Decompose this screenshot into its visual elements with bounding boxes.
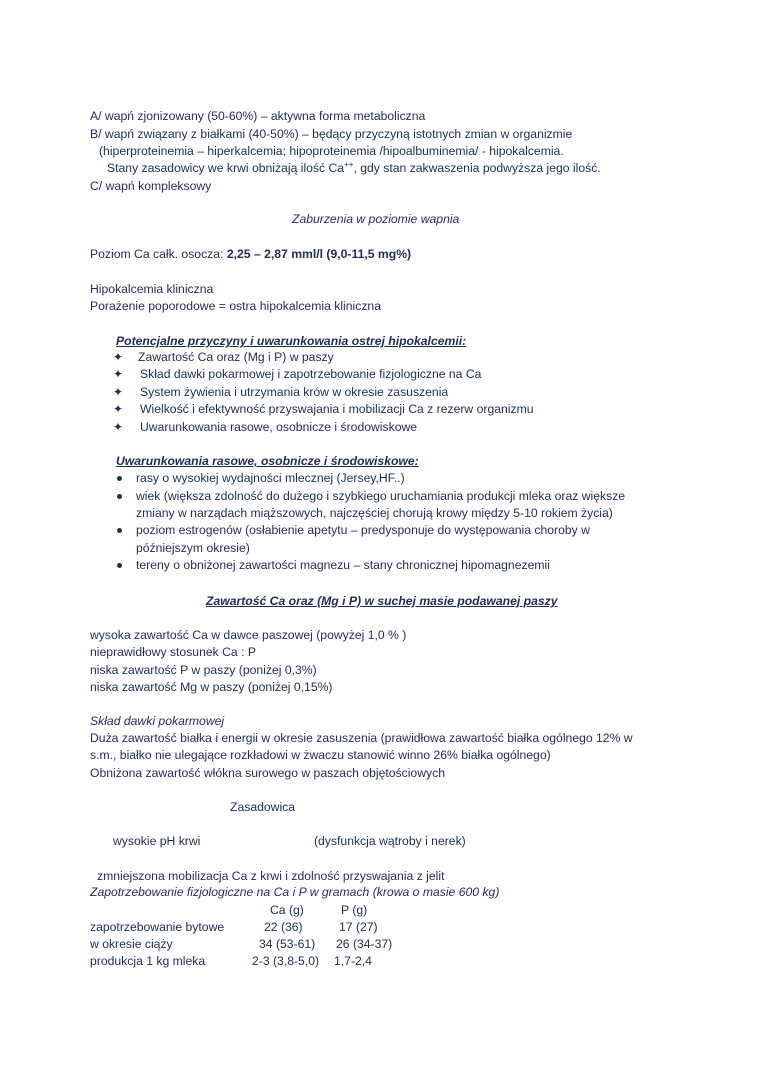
row-label: produkcja 1 kg mleka <box>90 954 206 968</box>
four-point-star-icon: ✦ <box>113 385 124 399</box>
intro-line-b-detail: (hiperproteinemia – hiperkalcemia; hipoproteinemia /hipoalbuminemia/ - hipokalcemia. <box>99 144 564 158</box>
section-title: Zaburzenia w poziomie wapnia <box>292 212 460 226</box>
feed-line: wysoka zawartość Ca w dawce paszowej (powyżej 1,0 % ) <box>90 628 407 642</box>
four-point-star-icon: ✦ <box>113 402 124 416</box>
feed-line: nieprawidłowy stosunek Ca : P <box>90 645 256 659</box>
cell-p: 1,7-2,4 <box>334 954 372 968</box>
cell-ca: 22 (36) <box>264 920 303 934</box>
cell-p: 26 (34-37) <box>336 937 393 951</box>
diet-heading: Skład dawki pokarmowej <box>90 714 225 728</box>
causes-item: Skład dawki pokarmowej i zapotrzebowanie fizjologiczne na Ca <box>140 367 482 381</box>
breed-heading: Uwarunkowania rasowe, osobnicze i środowiskowe: <box>116 454 419 468</box>
feed-line: niska zawartość P w paszy (poniżej 0,3%) <box>90 663 317 677</box>
diet-line: s.m., białko nie ulegające rozkładowi w żwaczu stanowić winno 26% białka ogólnego) <box>90 748 551 762</box>
parturient-paresis-line: Porażenie poporodowe = ostra hipokalcemia kliniczna <box>90 299 381 313</box>
hypocalcemia-line: Hipokalcemia kliniczna <box>90 282 214 296</box>
alkalosis-text-pre: Stany zasadowicy we krwi obniżają ilość Ca <box>107 161 345 175</box>
causes-item: Zawartość Ca oraz (Mg i P) w paszy <box>138 350 334 364</box>
diet-line: Duża zawartość białka i energii w okresie zasuszenia (prawidłowa zawartość białka ogólnego 12% w <box>90 731 633 745</box>
row-label: zapotrzebowanie bytowe <box>90 920 225 934</box>
intro-line-a: A/ wapń zjonizowany (50-60%) – aktywna forma metaboliczna <box>90 109 426 123</box>
cell-ca: 34 (53-61) <box>259 937 316 951</box>
bullet-dot-icon <box>117 528 122 533</box>
alkalosis-title: Zasadowica <box>230 800 296 814</box>
causes-heading: Potencjalne przyczyny i uwarunkowania ostrej hipokalcemii: <box>116 334 467 348</box>
ca-level-line <box>90 246 411 262</box>
bullet-dot-icon <box>117 563 122 568</box>
causes-item: Wielkość i efektywność przyswajania i mobilizacji Ca z rezerw organizmu <box>140 402 534 416</box>
col-header-p: P (g) <box>341 903 368 917</box>
feed-heading: Zawartość Ca oraz (Mg i P) w suchej masie podawanej paszy <box>206 594 558 608</box>
breed-item-estrogen-cont: późniejszym okresie) <box>136 541 250 555</box>
ca-level-label: Poziom Ca całk. osocza: <box>90 247 227 261</box>
cell-p: 17 (27) <box>339 920 378 934</box>
col-header-ca: Ca (g) <box>270 903 304 917</box>
breed-item-age: wiek (większa zdolność do dużego i szybkiego uruchamiania produkcji mleka oraz większe <box>136 489 626 503</box>
breed-item: tereny o obniżonej zawartości magnezu – stany chronicznej hipomagnezemii <box>136 558 550 572</box>
diet-line: Obniżona zawartość włókna surowego w paszach objętościowych <box>90 766 445 780</box>
four-point-star-icon: ✦ <box>113 367 124 381</box>
breed-item: rasy o wysokiej wydajności mlecznej (Jersey,HF..) <box>136 471 405 485</box>
four-point-star-icon: ✦ <box>113 420 124 434</box>
causes-item: System żywienia i utrzymania krów w okresie zasuszenia <box>140 385 449 399</box>
calcium-ion-charge: ++ <box>344 160 354 169</box>
requirements-heading: Zapotrzebowanie fizjologiczne na Ca i P w gramach (krowa o masie 600 kg) <box>90 885 500 899</box>
bullet-dot-icon <box>117 476 122 481</box>
intro-line-b-alkalosis <box>107 160 601 176</box>
bullet-dot-icon <box>117 494 122 499</box>
alkalosis-text-post: , gdy stan zakwaszenia podwyższa jego ilość. <box>353 161 601 175</box>
feed-line: niska zawartość Mg w paszy (poniżej 0,15%) <box>90 680 333 694</box>
alkalosis-mobilization: zmniejszona mobilizacja Ca z krwi i zdolność przyswajania z jelit <box>97 869 445 883</box>
row-label: w okresie ciąży <box>90 937 173 951</box>
intro-line-b: B/ wapń związany z białkami (40-50%) – będący przyczyną istotnych zmian w organizmie <box>90 127 573 141</box>
intro-line-c: C/ wapń kompleksowy <box>90 179 212 193</box>
ca-level-value: 2,25 – 2,87 mml/l (9,0-11,5 mg%) <box>226 247 412 261</box>
alkalosis-high-ph: wysokie pH krwi <box>113 834 201 848</box>
cell-ca: 2-3 (3,8-5,0) <box>252 954 320 968</box>
four-point-star-icon: ✦ <box>113 350 124 364</box>
causes-item: Uwarunkowania rasowe, osobnicze i środowiskowe <box>140 420 418 434</box>
breed-item-estrogen: poziom estrogenów (osłabienie apetytu – predysponuje do występowania choroby w <box>136 523 590 537</box>
alkalosis-dysfunction: (dysfunkcja wątroby i nerek) <box>314 834 466 848</box>
breed-item-age-cont: zmiany w narządach miąższowych, najczęściej chorują krowy między 5-10 rokiem życia) <box>136 506 613 520</box>
